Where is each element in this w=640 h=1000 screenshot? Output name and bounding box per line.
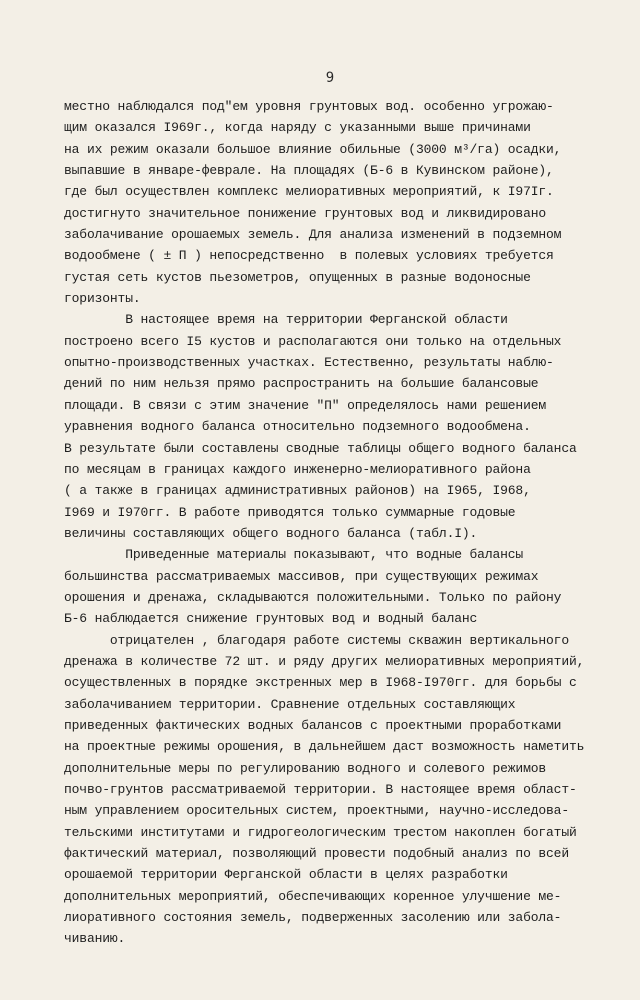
text-line: достигнуто значительное понижение грунтовых вод и ликвидировано — [64, 205, 547, 221]
text-line: где был осуществлен комплекс мелиоративных мероприятий, к I97Iг. — [64, 184, 554, 200]
text-line: чиванию. — [64, 931, 126, 947]
text-line: В результате были составлены сводные таблицы общего водного баланса — [64, 440, 577, 456]
text-line: на проектные режимы орошения, в дальнейшем даст возможность наметить — [64, 739, 585, 755]
text-line: заболачивание орошаемых земель. Для анализа изменений в подземном — [64, 227, 562, 243]
text-line: В настоящее время на территории Ферганской области — [64, 312, 508, 328]
text-line: по месяцам в границах каждого инженерно-мелиоративного района — [64, 461, 531, 477]
text-line: выпавшие в январе-феврале. На площадях (Б-6 в Кувинском районе), — [64, 163, 554, 179]
text-line: почво-грунтов рассматриваемой территории. В настоящее время област- — [64, 782, 577, 797]
text-line: густая сеть кустов пьезометров, опущенных в разные водоносные — [64, 269, 531, 285]
text-line: заболачиванием территории. Сравнение отдельных составляющих — [64, 696, 516, 712]
text-line: дренажа в количестве 72 шт. и ряду других мелиоративных мероприятий, — [64, 653, 585, 669]
text-line: величины составляющих общего водного баланса (табл.I). — [64, 525, 478, 541]
page-number: 9 — [325, 70, 335, 86]
text-line: I969 и I970гг. В работе приводятся только суммарные годовые — [64, 504, 516, 520]
text-line: ( а также в границах административных районов) на I965, I968, — [64, 483, 531, 499]
text-line: на их режим оказали большое влияние обильные (3000 м³/га) осадки, — [64, 141, 562, 157]
text-line: щим оказался I969г., когда наряду с указанными выше причинами — [64, 120, 531, 136]
text-line: отрицателен , благодаря работе системы скважин вертикального — [64, 632, 569, 648]
text-line: приведенных фактических водных балансов с проектными проработками — [64, 717, 562, 733]
text-line: тельскими институтами и гидрогеологическим трестом накоплен богатый — [64, 824, 577, 840]
text-line: местно наблюдался под"ем уровня грунтовых вод. особенно угрожаю- — [64, 99, 554, 114]
text-line: орошаемой территории Ферганской области в целях разработки — [64, 867, 508, 883]
text-line: горизонты. — [64, 291, 141, 307]
text-line: фактический материал, позволяющий провести подобный анализ по всей — [64, 846, 569, 862]
text-line: уравнения водного баланса относительно подземного водообмена. — [64, 419, 531, 435]
text-line: водообмене ( ± П ) непосредственно в полевых условиях требуется — [64, 248, 554, 264]
text-line: построено всего I5 кустов и располагаются они только на отдельных — [64, 333, 562, 349]
text-line: Приведенные материалы показывают, что водные балансы — [64, 547, 524, 563]
text-line: дений по ним нельзя прямо распространить на большие балансовые — [64, 376, 539, 392]
text-line: большинства рассматриваемых массивов, при существующих режимах — [64, 568, 539, 584]
text-line: осуществленных в порядке экстренных мер в I968-I970гг. для борьбы с — [64, 675, 577, 691]
text-line: дополнительные меры по регулированию водного и солевого режимов — [64, 760, 547, 776]
text-line: дополнительных мероприятий, обеспечивающих коренное улучшение ме- — [64, 888, 562, 904]
text-line: орошения и дренажа, складываются положительными. Только по району — [64, 589, 562, 605]
body-text — [64, 96, 624, 950]
text-line: Б-6 наблюдается снижение грунтовых вод и водный баланс — [64, 611, 478, 627]
text-line: ным управлением оросительных систем, проектными, научно-исследова- — [64, 803, 569, 819]
text-line: площади. В связи с этим значение "П" определялось нами решением — [64, 397, 547, 413]
text-line: опытно-производственных участках. Естественно, результаты наблю- — [64, 355, 554, 371]
text-line: лиоративного состояния земель, подверженных засолению или забола- — [64, 910, 562, 926]
